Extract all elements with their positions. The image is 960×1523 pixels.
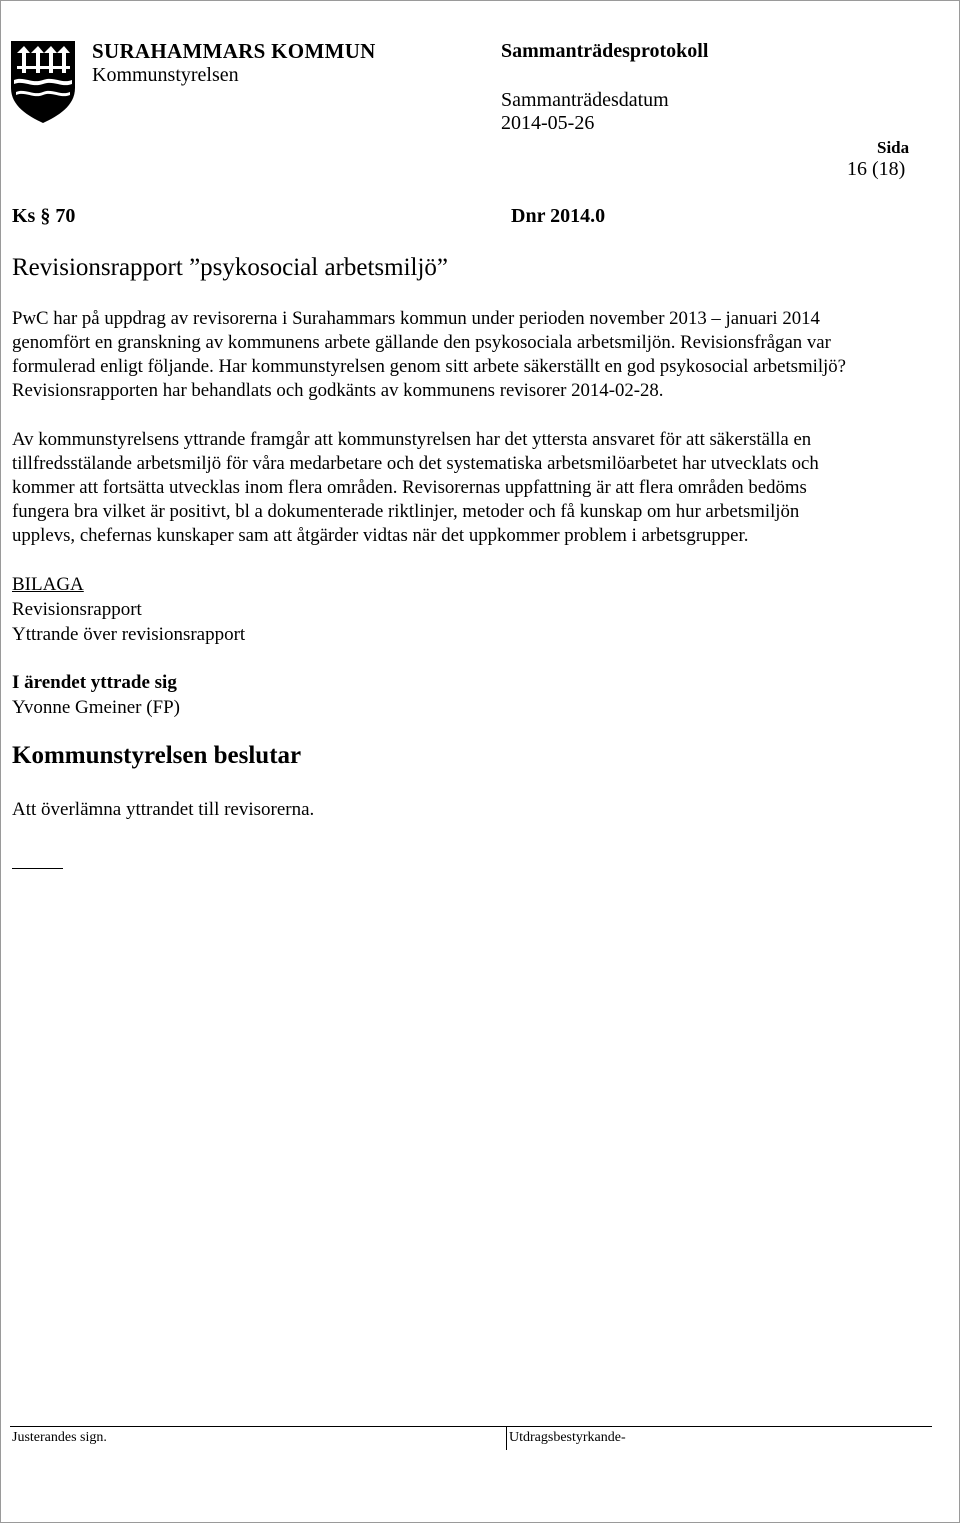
registration-number: Dnr 2014.0 <box>511 205 606 227</box>
decision-text: Att överlämna yttrandet till revisorerna. <box>12 799 315 820</box>
text-line: PwC har på uppdrag av revisorerna i Surahammars kommun under perioden november 2013 – januari 2014 <box>12 308 820 329</box>
page-number-label: Sida <box>877 138 910 157</box>
paragraph-reference: Ks § 70 <box>12 205 76 227</box>
text-line: formulerad enligt följande. Har kommunstyrelsen genom sitt arbete säkerställt en god psykosocial arbetsmiljö? <box>12 356 846 377</box>
footer-rule <box>10 1426 932 1427</box>
end-of-section-rule <box>12 868 63 869</box>
text-line: upplevs, chefernas kunskaper sam att åtgärder vidtas när det uppkommer problem i arbetsgrupper. <box>12 525 749 546</box>
department-name: Kommunstyrelsen <box>92 64 239 86</box>
footer-certification-label: Utdragsbestyrkande- <box>509 1430 626 1445</box>
decision-heading: Kommunstyrelsen beslutar <box>12 742 302 769</box>
text-line: fungera bra vilket är positivt, bl a dokumenterade riktlinjer, metoder och få kunskap om hur arbetsmiljön <box>12 501 800 522</box>
footer-signature-label: Justerandes sign. <box>12 1430 107 1445</box>
document-type: Sammanträdesprotokoll <box>501 40 709 62</box>
organization-name: SURAHAMMARS KOMMUN <box>92 39 376 63</box>
text-line: tillfredsstälande arbetsmiljö för våra medarbetare och det systematiska arbetsmilöarbetet har utvecklats och <box>12 453 819 474</box>
text-line: Av kommunstyrelsens yttrande framgår att kommunstyrelsen har det yttersta ansvaret för att säkerställa en <box>12 429 812 450</box>
attachment-item: Yttrande över revisionsrapport <box>12 624 246 645</box>
speakers-heading: I ärendet yttrade sig <box>12 672 177 693</box>
speakers-section <box>12 670 180 720</box>
statement-paragraph <box>12 428 952 548</box>
footer-divider <box>506 1426 507 1450</box>
text-line: kommer att fortsätta utvecklas inom flera områden. Revisorernas uppfattning är att flera områden bedöms <box>12 477 807 498</box>
page-number-value: 16 (18) <box>847 158 906 180</box>
case-title: Revisionsrapport ”psykosocial arbetsmiljö” <box>12 254 449 281</box>
attachments-section <box>12 572 245 647</box>
attachments-heading: BILAGA <box>12 574 84 595</box>
meeting-date-value: 2014-05-26 <box>501 112 595 134</box>
background-paragraph <box>12 307 952 403</box>
speaker-name: Yvonne Gmeiner (FP) <box>12 697 181 718</box>
text-line: genomfört en granskning av kommunens arbete gällande den psykosociala arbetsmiljön. Revisionsfrågan var <box>12 332 831 353</box>
meeting-date-label: Sammanträdesdatum <box>501 89 669 111</box>
text-line: Revisionsrapporten har behandlats och godkänts av kommunens revisorer 2014-02-28. <box>12 380 664 401</box>
attachment-item: Revisionsrapport <box>12 599 142 620</box>
municipal-coat-of-arms-logo <box>10 40 76 124</box>
